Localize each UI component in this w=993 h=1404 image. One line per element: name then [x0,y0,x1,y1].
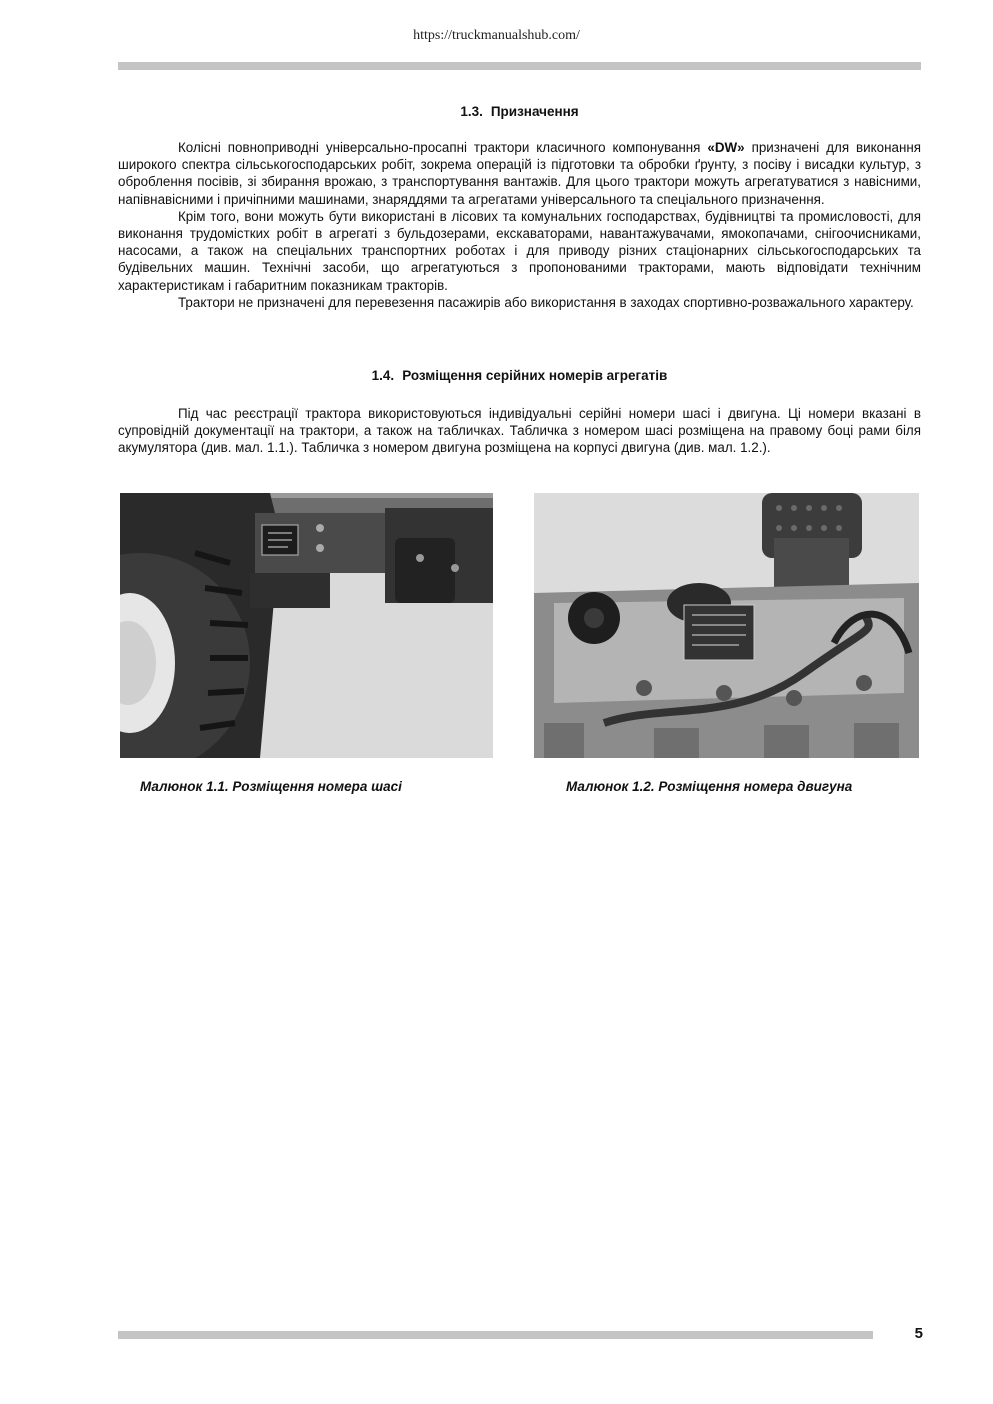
section-number: 1.3. [460,104,483,119]
paragraph: Колісні повноприводні універсально-просапні трактори класичного компонування «DW» призначені для виконання широкого спектра сільськогосподарських робіт, зокрема операцій із підготовки та обробки ґрунту, з посіву і висадки культур, з оброблення посівів, зі збирання врожаю, з транспортування вантажів. Для цього трактори можуть агрегатуватися з навісними, напівнавісними і причіпними машинами, знаряддями та агрегатами універсального та спеціального призначення. [118,140,921,207]
figure-caption-1-2: Малюнок 1.2. Розміщення номера двигуна [566,779,853,794]
source-url: https://truckmanualshub.com/ [413,28,580,43]
section-title: Розміщення серійних номерів агрегатів [402,368,668,383]
engine-illustration [534,493,919,758]
section-heading-1-3 [118,104,921,119]
section-1-3-body [118,139,921,311]
section-1-4-body [118,405,921,457]
section-title: Призначення [490,104,579,119]
figure-caption-1-1: Малюнок 1.1. Розміщення номера шасі [140,779,402,794]
section-heading-1-4 [118,368,921,383]
paragraph: Трактори не призначені для перевезення пасажирів або використання в заходах спортивно-розважального характеру. [178,294,914,310]
section-number: 1.4. [371,368,395,383]
page-number: 5 [914,1325,923,1342]
chassis-illustration [120,493,493,758]
footer-rule [118,1331,873,1339]
paragraph: Під час реєстрації трактора використовуються індивідуальні серійні номери шасі і двигуна. Ці номери вказані в супровідній документації на трактори, а також на табличках. Табличка з номером шасі розміщена на правому боці рами біля акумулятора (див. мал. 1.1.). Табличка з номером двигуна розміщена на корпусі двигуна (див. мал. 1.2.). [118,406,921,456]
figure-engine-photo [534,493,919,758]
brand-name: «DW» [707,140,745,155]
header-rule [118,62,921,70]
figure-chassis-photo [120,493,493,758]
paragraph: Крім того, вони можуть бути використані в лісових та комунальних господарствах, будівництві та промисловості, для виконання трудомістких робіт в агрегаті з бульдозерами, екскаваторами, навантажувачами, ямокопачами, снігоочисниками, насосами, а також на спеціальних транспортних роботах і для приводу різних стаціонарних сільськогосподарських та будівельних машин. Технічні засоби, що агрегатуються з пропонованими тракторами, мають відповідати технічним характеристикам і габаритним показникам тракторів. [118,208,921,293]
